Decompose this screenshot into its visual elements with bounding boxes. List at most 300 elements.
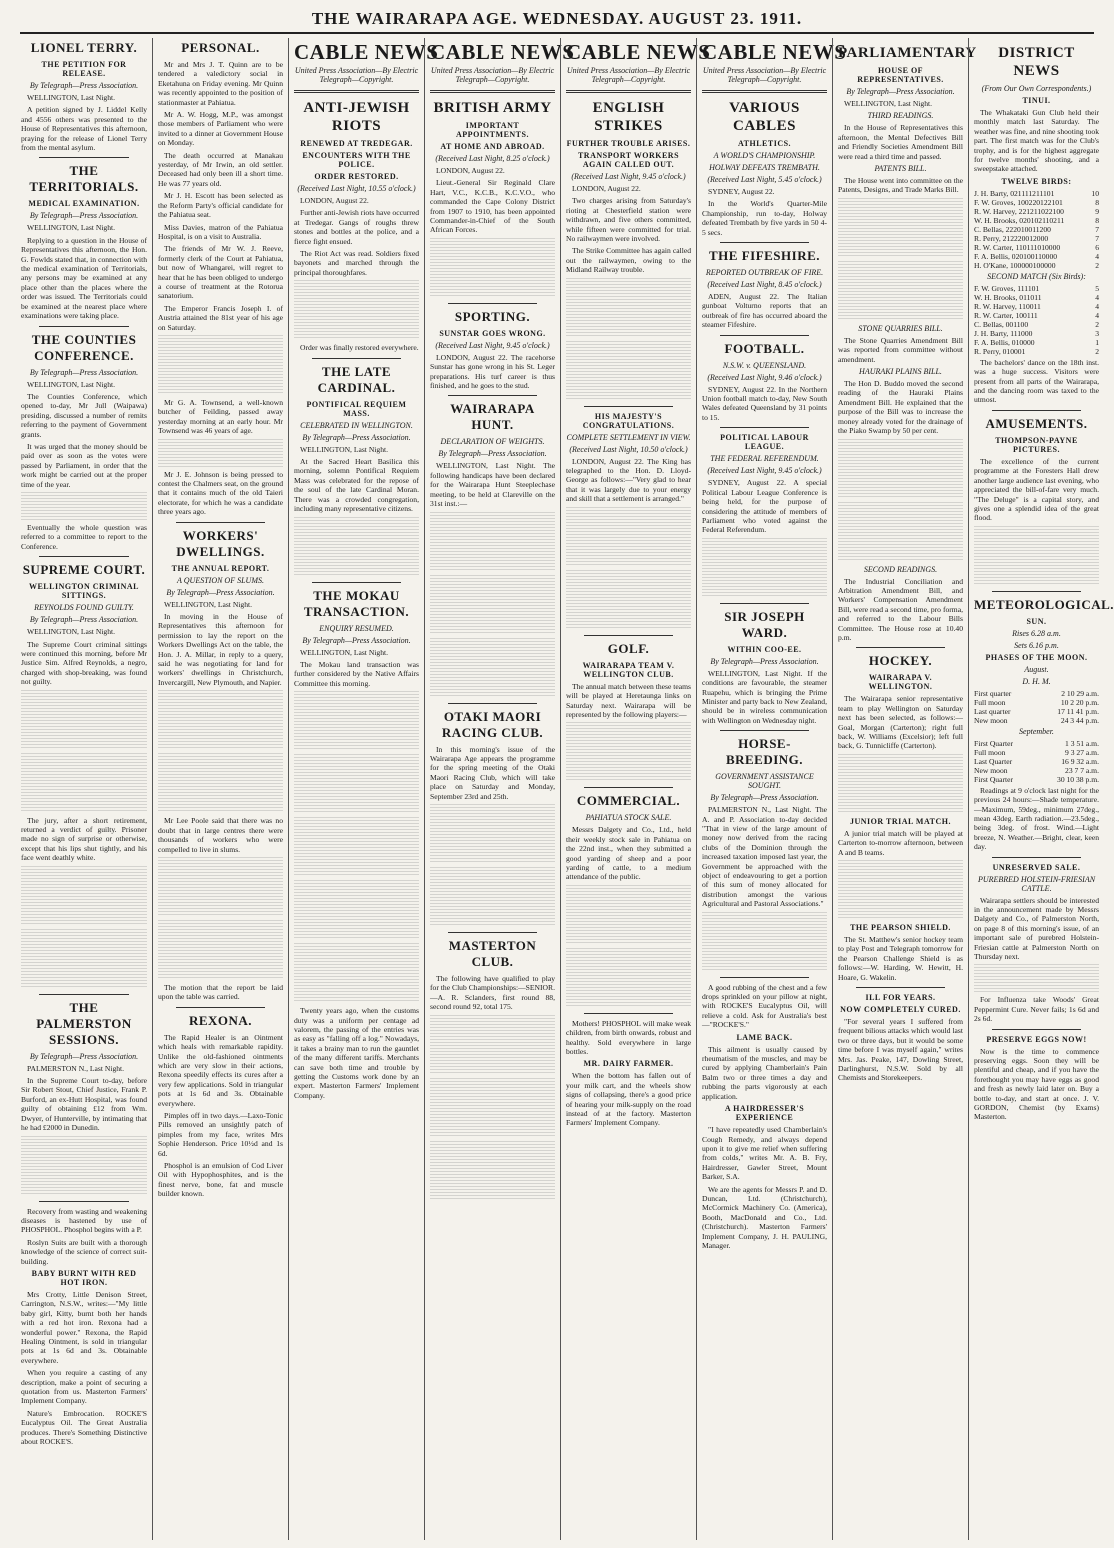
paragraph: Messrs Dalgety and Co., Ltd., held their weekly stock sale in Pahiatua on the 22nd inst., when they submitted a good yarding of sheep and a poor yarding of cattle, to a medium attendance of the public. xyxy=(566,825,691,882)
text-block xyxy=(566,278,691,338)
column-district-news xyxy=(968,38,1114,1540)
received-note: (Received Last Night, 8.25 o'clock.) xyxy=(435,154,550,163)
advert: For Influenza take Woods' Great Peppermint Cure. Never fails; 1s 6d and 2s 6d. xyxy=(974,995,1099,1024)
paragraph: Mr and Mrs J. T. Quinn are to be tendered a valedictory social in Eketahuna on Friday evening. Mr Quinn was recently appointed to the position of stationmaster at Pahiatua. xyxy=(158,60,283,107)
table-cell-value: 6 xyxy=(1095,242,1099,252)
paragraph: Mr G. A. Townsend, a well-known butcher of Feilding, passed away yesterday morning at an early hour. Mr Townsend was 46 years of age. xyxy=(158,397,283,436)
subhead: (From Our Own Correspondents.) xyxy=(981,84,1092,93)
paragraph: WELLINGTON, Last Night. xyxy=(27,223,116,233)
table-cell-value: 16 9 32 a.m. xyxy=(1061,756,1099,766)
text-block xyxy=(838,502,963,562)
text-block xyxy=(974,526,1099,586)
table-cell-label: J. H. Barty, 021111211101 xyxy=(974,188,1055,198)
divider xyxy=(720,730,809,731)
score-row xyxy=(974,216,1099,225)
headline-mokau: THE MOKAU TRANSACTION. xyxy=(303,587,410,619)
paragraph: The Supreme Court criminal sittings were continued this morning, before Mr Justice Sim. Alfred Reynolds, a negro, charged with shop-breaking, was found not guilty. xyxy=(21,639,147,687)
advert-title: MR. DAIRY FARMER. xyxy=(583,1059,674,1069)
advert: Phosphol is an emulsion of Cod Liver Oil with Hypophosphites, and is the finest nerve, bone, fat and muscle builder known. xyxy=(158,1161,283,1199)
headline-district-news: DISTRICT NEWS xyxy=(998,45,1075,79)
headline-british-army: BRITISH ARMY xyxy=(433,100,552,116)
headline-personal: PERSONAL. xyxy=(181,40,260,55)
headline-wairarapa-hunt: WAIRARAPA HUNT. xyxy=(450,401,535,433)
column-2 xyxy=(152,38,288,1540)
paragraph: Eventually the whole question was referred to a committee to report to the Conference. xyxy=(21,522,147,551)
headline-commercial: COMMERCIAL. xyxy=(576,793,681,809)
paragraph: WELLINGTON, Last Night. xyxy=(27,379,116,389)
table-cell-value: 24 3 44 p.m. xyxy=(1060,715,1099,725)
text-block xyxy=(566,722,691,782)
paragraph: LONDON, August 22. The racehorse Sunstar has gone wrong in his St. Leger preparations. His turf career is thus finished, and he goes to the stud. xyxy=(430,352,555,391)
subhead: WAIRARAPA TEAM V. WELLINGTON CLUB. xyxy=(582,660,675,679)
paragraph: Mr Lee Poole said that there was no doubt that in large centres there were thousands of workers who were compelled to live in slums. xyxy=(158,816,283,854)
paragraph: PALMERSTON N., Last Night. xyxy=(27,1063,125,1073)
advert-title: BABY BURNT WITH RED HOT IRON. xyxy=(31,1268,137,1287)
divider xyxy=(992,857,1081,858)
subhead: AT HOME AND ABROAD. xyxy=(440,142,545,151)
paragraph: Replying to a question in the House of Representatives this afternoon, the Hon. G. Fowlds stated that, in connection with the medical examination of Territorials, any persons may be examined at any place other than the places where the order was issued. The Territorials could be examined at the nearest place where examinations were taking place. xyxy=(21,235,147,321)
subhead: PAHIATUA STOCK SALE. xyxy=(585,813,672,823)
divider xyxy=(448,395,537,396)
advert: A good rubbing of the chest and a few drops sprinkled on your pillow at night, with ROCKE'S Eucalyptus Oil, will relieve a cold. Ask for Australia's best—"ROCKE'S." xyxy=(702,982,827,1030)
paragraph: Order was finally restored everywhere. xyxy=(300,343,419,353)
score-row xyxy=(974,261,1099,270)
byline: By Telegraph—Press Association. xyxy=(29,211,139,221)
byline: United Press Association—By Electric Telegraph—Copyright. xyxy=(566,66,691,84)
divider xyxy=(176,522,265,523)
paragraph: The jury, after a short retirement, returned a verdict of guilty. Prisoner made no sign of surprise or otherwise, except that his lips shut tightly, and his face went deathly white. xyxy=(21,815,147,863)
table-cell-value: 4 xyxy=(1095,301,1099,311)
column-cable-3 xyxy=(560,38,711,1540)
sun-rises: Rises 6.28 a.m. xyxy=(1012,628,1061,638)
section-head-cable-news: CABLE NEWS xyxy=(566,40,711,64)
column-cable-2 xyxy=(424,38,575,1540)
moon-table xyxy=(974,689,1099,725)
headline-supreme-court: SUPREME COURT. xyxy=(22,562,146,578)
advert: This ailment is usually caused by rheumatism of the muscles, and may be cured by applying Chamberlain's Pain Balm two or three times a day and rubbing the parts vigorously at each application. xyxy=(702,1044,827,1101)
paragraph: In the Supreme Court to-day, before Sir Robert Stout, Chief Justice, Frank P. Burford, an ex-Hutt Hospital, was found guilty of obtaining £12 from Wm. Dwyer, of Hunterville, by intimating that he had £2000 in Dunedin. xyxy=(21,1076,147,1133)
table-cell-value: 1 xyxy=(1095,337,1099,347)
section-head-cable-news: CABLE NEWS xyxy=(430,40,575,64)
table-cell-value: 2 xyxy=(1095,260,1099,270)
paragraph: WELLINGTON, Last Night. xyxy=(27,627,116,637)
text-block xyxy=(430,238,555,298)
table-cell-label: R. W. Carter, 110111010000 xyxy=(974,242,1061,252)
text-block xyxy=(430,1141,555,1201)
text-block xyxy=(702,538,827,598)
text-block xyxy=(294,880,419,940)
divider xyxy=(448,303,537,304)
subhead: ENQUIRY RESUMED. xyxy=(319,623,394,633)
paragraph: The Strike Committee has again called out the railwaymen, owing to the Midland Railway trouble. xyxy=(566,246,691,275)
received-note: (Received Last Night, 9.45 o'clock.) xyxy=(435,340,550,350)
table-cell-label: J. H. Barty, 111000 xyxy=(974,328,1033,338)
text-block xyxy=(158,439,283,467)
advert-title: A HAIRDRESSER'S EXPERIENCE xyxy=(724,1104,805,1123)
headline-rexona: REXONA. xyxy=(188,1012,253,1028)
subhead: THE FEDERAL REFERENDUM. xyxy=(710,454,819,464)
table-cell-value: 3 xyxy=(1095,328,1099,338)
table-cell-value: 4 xyxy=(1095,251,1099,261)
advert-title: ILL FOR YEARS. xyxy=(865,993,936,1003)
moon-row xyxy=(974,716,1099,725)
headline-football: FOOTBALL. xyxy=(724,340,805,356)
divider xyxy=(39,994,129,995)
divider xyxy=(566,90,691,93)
paragraph: In moving in the House of Representatives this afternoon for permission to lay the report on the Workers Dwellings Act on the table, the Hon. J. A. Millar, in reply to a query, said he was negotiating for land for workers' dwellings in Christchurch, Invercargill, New Plymouth, and Napier. xyxy=(158,612,283,687)
paragraph: SYDNEY, August 22. xyxy=(708,187,775,196)
paragraph: WELLINGTON, Last Night. If the conditions are favourable, the steamer Ruapehu, which is bringing the Prime Minister and party back to New Zealand, should be in wireless communication with Wellington on Wednesday night. xyxy=(702,668,827,725)
column-parliamentary xyxy=(832,38,977,1540)
table-cell-value: 2 xyxy=(1095,319,1099,329)
text-block xyxy=(566,948,691,1008)
table-cell-value: 2 10 29 a.m. xyxy=(1061,688,1099,698)
moon-column-head: D. H. M. xyxy=(1022,676,1051,686)
paragraph: WELLINGTON, Last Night. The following handicaps have been declared for the Wairarapa Hunt Steeplechase meeting, to be held at Clareville on the 31st inst.:— xyxy=(430,461,555,509)
subhead: GOVERNMENT ASSISTANCE SOUGHT. xyxy=(715,772,814,791)
text-block xyxy=(21,690,147,750)
text-block xyxy=(566,341,691,401)
paragraph: At the Sacred Heart Basilica this morning, solemn Pontifical Requiem Mass was celebrated for the repose of the soul of the late Cardinal Moran. There was a crowded congregation, including many representative citizens. xyxy=(294,457,419,514)
text-block xyxy=(974,964,1099,992)
table-cell-label: First Quarter xyxy=(974,738,1014,748)
headline-sporting: SPORTING. xyxy=(454,308,531,324)
headline-counties-conference: THE COUNTIES CONFERENCE. xyxy=(31,331,137,363)
headline-joseph-ward: SIR JOSEPH WARD. xyxy=(724,608,805,640)
paragraph: The friends of Mr W. J. Reeve, formerly clerk of the Court at Pahiatua, but now of Whangarei, will regret to hear that he has been obliged to undergo a course of treatment at the Rotorua sanatorium. xyxy=(158,244,283,301)
paragraph: SYDNEY, August 22. In the Northern Union football match to-day, New South Wales defeated Queensland by 31 points to 15. xyxy=(702,384,827,422)
advert: Recovery from wasting and weakening diseases is hastened by use of PHOSPHOL. Phosphol begins with a P. xyxy=(21,1206,147,1235)
text-block xyxy=(294,817,419,877)
score-row xyxy=(974,234,1099,243)
subhead: JUNIOR TRIAL MATCH. xyxy=(850,816,951,826)
advert: When you require a casting of any description, make a point of securing a quotation from us. Masterton Farmers' Implement Company. xyxy=(21,1368,147,1406)
headline-otaki: OTAKI MAORI RACING CLUB. xyxy=(441,708,544,740)
paragraph: WELLINGTON, Last Night. xyxy=(27,93,116,102)
byline: By Telegraph—Press Association. xyxy=(710,656,819,666)
subhead: TWELVE BIRDS: xyxy=(1001,176,1072,186)
text-block xyxy=(294,691,419,751)
subhead: STONE QUARRIES BILL. xyxy=(858,323,943,333)
text-block xyxy=(566,507,691,567)
scores-table xyxy=(974,189,1099,270)
text-block xyxy=(430,1015,555,1075)
table-cell-value: 9 3 27 a.m. xyxy=(1065,747,1099,757)
table-cell-label: R. Perry, 010001 xyxy=(974,346,1026,356)
headline-various-cables: VARIOUS CABLES xyxy=(729,100,800,134)
advert: Mothers! PHOSPHOL will make weak children, from birth onwards, robust and healthy. Sold everywhere in large bottles. xyxy=(566,1018,691,1056)
headline-fifeshire: THE FIFESHIRE. xyxy=(708,248,821,264)
moon-table xyxy=(974,739,1099,784)
byline: By Telegraph—Press Association. xyxy=(438,449,547,459)
subhead: RENEWED AT TREDEGAR. xyxy=(300,139,413,148)
received-note: (Received Last Night, 9.45 o'clock.) xyxy=(707,466,822,476)
paragraph: LONDON, August 22. xyxy=(572,184,641,193)
score-row xyxy=(974,225,1099,234)
table-cell-label: First Quarter xyxy=(974,774,1014,784)
table-cell-label: R. W. Carter, 100111 xyxy=(974,310,1038,320)
byline: By Telegraph—Press Association. xyxy=(302,635,411,645)
score-row xyxy=(974,320,1099,329)
paragraph: In the House of Representatives this afternoon, the Mental Defectives Bill and Friendly Societies Amendment Bill were read a third time and passed. xyxy=(838,123,963,161)
score-row xyxy=(974,347,1099,356)
subhead: THOMPSON-PAYNE PICTURES. xyxy=(995,435,1078,454)
advert: Mrs Crotty, Little Denison Street, Carrington, N.S.W., writes:—"My little baby girl, Kitty, burnt both her hands with a red hot iron. Rexona had a wonderful power." Rexona, the Rapid Healing Ointment, is sold in triangular pots at 1s 6d and 3s. Obtainable everywhere. xyxy=(21,1289,147,1365)
subhead: ORDER RESTORED. xyxy=(314,172,399,181)
table-cell-value: 8 xyxy=(1095,215,1099,225)
paragraph: A junior trial match will be played at Carterton to-morrow afternoon, between A and B teams. xyxy=(838,828,963,857)
byline: By Telegraph—Press Association. xyxy=(846,87,955,96)
headline-hockey: HOCKEY. xyxy=(868,653,933,669)
divider xyxy=(584,635,673,636)
headline-lionel-terry: LIONEL TERRY. xyxy=(30,40,138,55)
advert: "For several years I suffered from frequent bilious attacks which would last two or three days, but it would be some time before I was myself again," writes Mrs. Jas. Peake, 147, Dowling Street, Darlinghurst, N.S.W. Sold by all Chemists and Storekeepers. xyxy=(838,1017,963,1083)
subhead: A WORLD'S CHAMPIONSHIP. xyxy=(713,151,816,160)
advert: Twenty years ago, when the customs duty was a uniform per centage ad valorem, the passing of the entries was as easy as "falling off a log." Nowadays, it takes a brainy man to run the gauntlet of the many different tariffs. Merchants can save both time and trouble by getting the Customs work done by an expert. Masterton Farmers' Implement Company. xyxy=(294,1006,419,1100)
table-cell-label: F. W. Groves, 111101 xyxy=(974,283,1040,293)
byline: By Telegraph—Press Association. xyxy=(29,367,139,377)
table-cell-label: F. A. Bellis, 020100110000 xyxy=(974,251,1058,261)
subhead: PONTIFICAL REQUIEM MASS. xyxy=(306,399,407,418)
headline-workers-dwellings: WORKERS' DWELLINGS. xyxy=(176,527,265,559)
paragraph: The Counties Conference, which opened to-day, Mr Jull (Waipawa) presiding, discussed a number of remits referring to the payment of Government grants. xyxy=(21,391,147,439)
paragraph: Lieut.-General Sir Reginald Clare Hart, V.C., K.C.B., K.C.V.O., who commanded the Cape Colony District from 1907 to 1910, has been appointed Commander-in-Chief of the South African Forces. xyxy=(430,178,555,235)
paragraph: Mr J. H. Escott has been selected as the Reform Party's official candidate for the Pahiatua seat. xyxy=(158,191,283,220)
headline-palmerston: THE PALMERSTON SESSIONS. xyxy=(36,999,132,1047)
headline-amusements: AMUSEMENTS. xyxy=(985,415,1088,431)
divider xyxy=(312,358,401,359)
table-cell-label: C. Bellas, 001100 xyxy=(974,319,1029,329)
score-row xyxy=(974,311,1099,320)
divider xyxy=(39,1201,129,1202)
byline: By Telegraph—Press Association. xyxy=(166,587,275,597)
table-cell-value: 7 xyxy=(1095,224,1099,234)
subhead: COMPLETE SETTLEMENT IN VIEW. xyxy=(566,432,691,442)
text-block xyxy=(430,804,555,864)
text-block xyxy=(158,335,283,395)
byline: United Press Association—By Electric Telegraph—Copyright. xyxy=(430,66,555,84)
divider xyxy=(176,1007,265,1008)
score-row xyxy=(974,207,1099,216)
received-note: (Received Last Night, 9.46 o'clock.) xyxy=(707,372,822,382)
divider xyxy=(720,603,809,604)
advert: When the bottom has fallen out of your milk cart, and the wheels show signs of collapsing, there's a good price of hearing your milk-supply on the road instead of at the factory. Masterton Farmers' Implement Company. xyxy=(566,1071,691,1128)
text-block xyxy=(702,912,827,972)
text-block xyxy=(158,753,283,813)
score-row xyxy=(974,329,1099,338)
divider xyxy=(448,932,537,933)
text-block xyxy=(430,867,555,927)
subhead: SECOND READINGS. xyxy=(863,564,938,574)
advert-title: PRESERVE EGGS NOW! xyxy=(986,1034,1087,1044)
headline-parliamentary: PARLIAMENTARY xyxy=(838,45,977,61)
place-heading: TINUI. xyxy=(1022,96,1051,105)
table-cell-value: 4 xyxy=(1095,292,1099,302)
divider xyxy=(312,582,401,583)
paragraph: Mr A. W. Hogg, M.P., was amongst those members of Parliament who were invited to a dinner at Government House on Monday. xyxy=(158,110,283,148)
text-block xyxy=(566,570,691,630)
subhead: THE PEARSON SHIELD. xyxy=(850,923,951,932)
headline-golf: GOLF. xyxy=(607,640,650,656)
byline: By Telegraph—Press Association. xyxy=(29,81,139,90)
text-block xyxy=(21,492,147,520)
paragraph: WELLINGTON, Last Night. xyxy=(164,599,253,609)
paragraph: SYDNEY, August 22. A special Political Labour League Conference is being held, for the purpose of considering the attitude of members of Parliament who voted against the Federal Referendum. xyxy=(702,478,827,535)
byline: By Telegraph—Press Association. xyxy=(29,1051,139,1061)
table-cell-value: 5 xyxy=(1095,283,1099,293)
subhead: PUREBRED HOLSTEIN-FRIESIAN CATTLE. xyxy=(977,874,1096,893)
moon-row xyxy=(974,707,1099,716)
text-block xyxy=(430,575,555,635)
table-cell-label: Last Quarter xyxy=(974,756,1013,766)
advert: We are the agents for Messrs P. and D. Duncan, Ltd. (Christchurch), McCormick Machinery Co. (America), Booth, MacDonald and Co., Ltd. (Christchurch). Masterton Farmers' Implement Company, J. H. PAULING, Manager. xyxy=(702,1184,827,1250)
table-cell-label: H. O'Kane, 100000100000 xyxy=(974,260,1056,270)
text-block xyxy=(21,929,147,989)
divider xyxy=(856,647,945,648)
divider xyxy=(992,1029,1081,1030)
byline: United Press Association—By Electric Telegraph—Copyright. xyxy=(702,66,827,84)
subhead: FURTHER TROUBLE ARISES. xyxy=(566,139,691,148)
divider xyxy=(720,977,809,978)
text-block xyxy=(294,280,419,340)
headline-english-strikes: ENGLISH STRIKES xyxy=(592,100,665,134)
subhead: SECOND MATCH (Six Birds): xyxy=(987,271,1086,281)
subhead: CELEBRATED IN WELLINGTON. xyxy=(300,420,413,430)
paragraph: PALMERSTON N., Last Night. The A. and P. Association to-day decided "That in view of the large amount of money now derived from the racing clubs of the Dominion through the increased taxation imposed last year, the Government be approached with the object of endeavouring to get a portion of this sum of money allocated for distribution amongst the various Agricultural and Pastoral Associations." xyxy=(702,805,827,909)
table-cell-label: R. W. Harvey, 110011 xyxy=(974,301,1041,311)
paragraph: The bachelors' dance on the 18th inst. was a huge success. Visitors were present from all parts of the Wairarapa, and the dancing room was taxed to the utmost. xyxy=(974,357,1099,405)
paragraph: Wairarapa settlers should be interested in the announcement made by Messrs Dalgety and Co., of Palmerston North, on page 8 of this morning's issue, of an important sale of purebred Holstein-Friesian cattle at Palmerston North on Thursday next. xyxy=(974,895,1099,961)
subhead: N.S.W. v. QUEENSLAND. xyxy=(722,360,807,370)
subhead: PHASES OF THE MOON. xyxy=(985,652,1088,662)
subhead: HOUSE OF REPRESENTATIVES. xyxy=(857,66,944,84)
divider xyxy=(39,326,129,327)
text-block xyxy=(838,754,963,814)
text-block xyxy=(158,690,283,750)
score-row xyxy=(974,243,1099,252)
moon-row xyxy=(974,689,1099,698)
received-note: (Received Last Night, 10.55 o'clock.) xyxy=(297,184,416,193)
advert: "I have repeatedly used Chamberlain's Cough Remedy, and always depend upon it to give me relief when suffering from colds," writes Mr. A. B. Fry, Hairdresser, Gawler Street, Mount Barker, S.A. xyxy=(702,1125,827,1182)
divider xyxy=(992,591,1081,592)
table-cell-label: C. Bellas, 222010011200 xyxy=(974,224,1051,234)
headline-masterton-club: MASTERTON CLUB. xyxy=(448,937,537,969)
table-cell-value: 30 10 38 p.m. xyxy=(1057,774,1099,784)
subhead: REPORTED OUTBREAK OF FIRE. xyxy=(705,268,824,278)
advert: Nature's Embrocation. ROCKE'S Eucalyptus Oil. The Great Australia produces. There's Something Distinctive about ROCKE'S. xyxy=(21,1408,147,1447)
moon-row xyxy=(974,766,1099,775)
paragraph: ADEN, August 22. The Italian gunboat Volturno reports that an outbreak of fire has occurred aboard the steamer Fifeshire. xyxy=(702,292,827,330)
table-cell-value: 7 xyxy=(1095,233,1099,243)
paragraph: The Emperor Francis Joseph I. of Austria attained the 81st year of his age on Saturday. xyxy=(158,303,283,332)
table-cell-label: First quarter xyxy=(974,688,1012,698)
divider xyxy=(702,90,827,93)
headline-horse-breeding: HORSE-BREEDING. xyxy=(725,736,804,768)
headline-late-cardinal: THE LATE CARDINAL. xyxy=(317,363,396,395)
table-cell-label: F. W. Groves, 100220122101 xyxy=(974,197,1063,207)
paragraph: It was urged that the money should be paid over as soon as the votes were passed by Parliament, in order that the work might be carried out at the proper time of the year. xyxy=(21,441,147,489)
paragraph: Mr J. E. Johnson is being pressed to contest the Chalmers seat, on the ground that it contains much of the old Taieri electorate, for which he was a candidate three years ago. xyxy=(158,469,283,517)
paragraph: The Whakataki Gun Club held their monthly match last Saturday. The weather was fine, and nine shooting took part. The first match was for the Club's trophy, and is for the highest aggregate for twelve months' shooting, and a sweepstake attached. xyxy=(974,108,1099,174)
received-note: (Received Last Night, 5.45 o'clock.) xyxy=(707,175,822,184)
section-head-cable-news: CABLE NEWS xyxy=(294,40,439,64)
table-cell-value: 1 3 51 a.m. xyxy=(1065,738,1099,748)
divider xyxy=(720,427,809,428)
subhead: WITHIN COO-EE. xyxy=(727,644,802,654)
sun-sets: Sets 6.16 p.m. xyxy=(1014,640,1059,650)
score-row xyxy=(974,302,1099,311)
paragraph: Two charges arising from Saturday's rioting at Chesterfield station were withdrawn, and five others committed, while fifteen were committed for trial. No railwaymen were involved. xyxy=(566,196,691,244)
paragraph: The Wairarapa senior representative team to play Wellington on Saturday next has been selected, as follows:—Goal, Morgan (Carterton); right full back, W. Williams (Excelsior); left full back, G. Tunnicliffe (Carterton). xyxy=(838,694,963,751)
text-block xyxy=(158,857,283,917)
paragraph: In the World's Quarter-Mile Championship, run to-day, Holway defeated Trembath by five yards in 50 4-5 secs. xyxy=(702,199,827,237)
section-head-cable-news: CABLE NEWS xyxy=(702,40,847,64)
score-row xyxy=(974,338,1099,347)
headline-territorials: THE TERRITORIALS. xyxy=(29,163,139,195)
subhead: SUN. xyxy=(1026,616,1047,626)
subhead: THIRD READINGS. xyxy=(867,111,934,121)
subhead: SUNSTAR GOES WRONG. xyxy=(439,328,546,338)
byline: By Telegraph—Press Association. xyxy=(302,432,411,442)
month-label: September. xyxy=(1019,726,1054,736)
text-block xyxy=(21,753,147,813)
divider xyxy=(39,157,129,158)
table-cell-value: 4 xyxy=(1095,310,1099,320)
column-cable-1 xyxy=(288,38,439,1540)
divider xyxy=(992,410,1081,411)
advert-subtitle: NOW COMPLETELY CURED. xyxy=(840,1005,961,1015)
divider xyxy=(584,406,673,407)
paragraph: WELLINGTON, Last Night. xyxy=(300,444,389,454)
table-cell-value: 2 xyxy=(1095,346,1099,356)
paragraph: The motion that the report be laid upon the table was carried. xyxy=(158,982,283,1002)
table-cell-value: 23 7 7 a.m. xyxy=(1065,765,1099,775)
column-cable-4 xyxy=(696,38,847,1540)
text-block xyxy=(430,512,555,572)
text-block xyxy=(294,517,419,577)
paragraph: The death occurred at Manakau yesterday, of Mr Irwin, an old settler. Deceased had only been ill a short time. He was 77 years old. xyxy=(158,150,283,188)
headline-majesty: HIS MAJESTY'S CONGRATULATIONS. xyxy=(582,411,675,430)
columns xyxy=(16,38,1114,1540)
paragraph: The annual match between these teams will be played at Heretaunga links on Saturday next. Wairarapa will be represented by the following players:— xyxy=(566,681,691,719)
divider xyxy=(720,335,809,336)
headline-unreserved-sale: UNRESERVED SALE. xyxy=(992,862,1081,872)
table-cell-label: F. A. Bellis, 010000 xyxy=(974,337,1035,347)
received-note: (Received Last Night, 9.45 o'clock.) xyxy=(571,172,686,181)
paragraph: In this morning's issue of the Wairarapa Age appears the programme for the spring meeting of the Otaki Maori Racing Club, which will take place on Saturday and Monday, September 23rd and 25th. xyxy=(430,744,555,801)
table-cell-label: New moon xyxy=(974,765,1008,775)
paragraph: LONDON, August 22. xyxy=(300,196,369,205)
paragraph: The Industrial Conciliation and Arbitration Amendment Bill, and Workers' Compensation Amendment Bill, were read a second time, pro forma, and referred to the Labour Bills Committee. The House rose at 10.40 p.m. xyxy=(838,576,963,642)
subhead: A QUESTION OF SLUMS. xyxy=(177,575,264,585)
scores-table xyxy=(974,284,1099,356)
text-block xyxy=(838,198,963,258)
moon-row xyxy=(974,739,1099,748)
table-cell-label: R. W. Harvey, 221211022100 xyxy=(974,206,1064,216)
paragraph: WELLINGTON, Last Night. xyxy=(300,647,389,657)
table-cell-value: 8 xyxy=(1095,197,1099,207)
table-cell-label: Full moon xyxy=(974,697,1006,707)
text-block xyxy=(838,860,963,920)
subhead: PATENTS BILL. xyxy=(874,164,927,174)
text-block xyxy=(158,920,283,980)
divider xyxy=(584,1013,673,1014)
subhead: HAURAKI PLAINS BILL. xyxy=(859,367,942,377)
subhead: MEDICAL EXAMINATION. xyxy=(28,199,140,209)
paragraph: LONDON, August 22. xyxy=(436,166,505,175)
month-label: August. xyxy=(1024,664,1049,674)
text-block xyxy=(838,439,963,499)
